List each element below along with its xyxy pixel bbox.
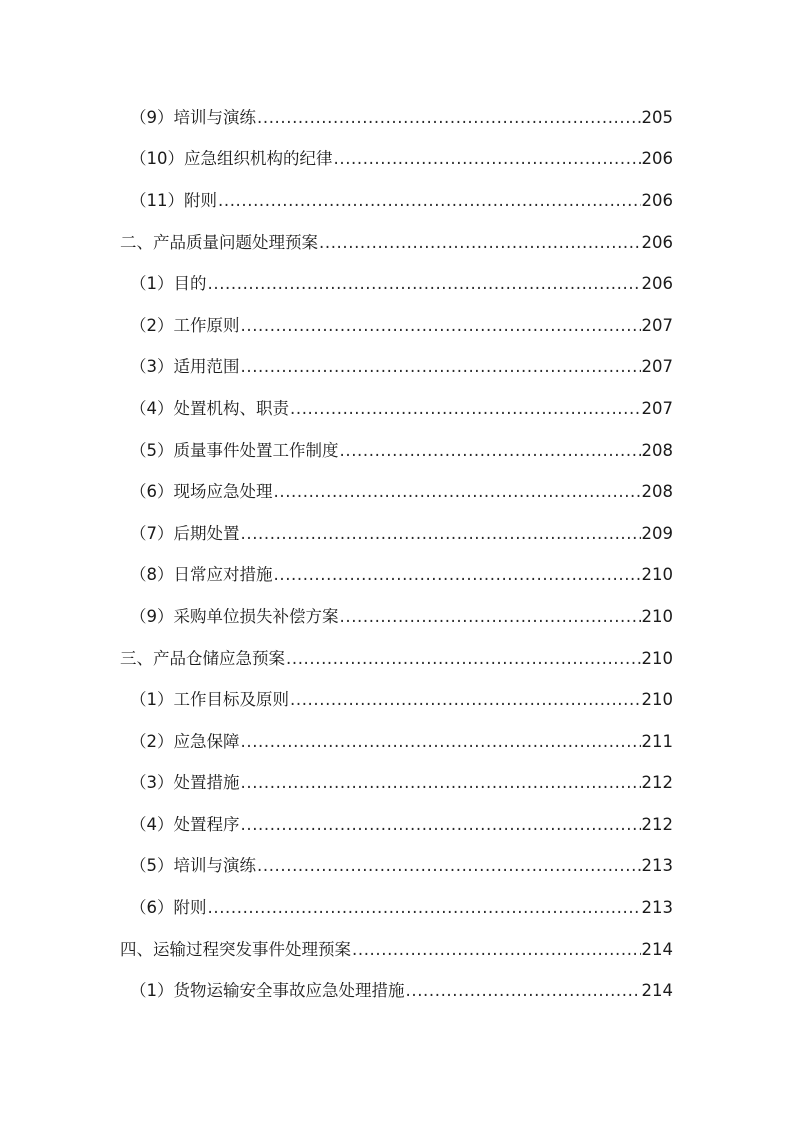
toc-entry-title: （1）货物运输安全事故应急处理措施 bbox=[130, 981, 405, 1001]
toc-entry[interactable] bbox=[0, 97, 793, 139]
dot-leader bbox=[319, 233, 641, 253]
toc-entry-page: 207 bbox=[641, 357, 673, 377]
dot-leader bbox=[340, 441, 641, 461]
dot-leader bbox=[290, 690, 641, 710]
table-of-contents bbox=[0, 97, 793, 1012]
toc-entry-page: 207 bbox=[641, 315, 673, 335]
toc-entry-page: 210 bbox=[641, 565, 673, 585]
toc-entry[interactable] bbox=[0, 721, 793, 763]
toc-entry-title: （1）目的 bbox=[130, 274, 207, 294]
toc-entry[interactable] bbox=[0, 139, 793, 181]
toc-entry-title: （3）适用范围 bbox=[130, 357, 240, 377]
toc-entry-page: 208 bbox=[641, 440, 673, 460]
dot-leader bbox=[274, 565, 641, 585]
toc-entry-page: 210 bbox=[641, 648, 673, 668]
dot-leader bbox=[290, 399, 641, 419]
toc-section-entry[interactable] bbox=[0, 638, 793, 680]
dot-leader bbox=[257, 856, 641, 876]
toc-entry-page: 209 bbox=[641, 523, 673, 543]
toc-entry-title: （8）日常应对措施 bbox=[130, 565, 273, 585]
toc-entry[interactable] bbox=[0, 763, 793, 805]
toc-section-entry[interactable] bbox=[0, 929, 793, 971]
toc-entry-page: 206 bbox=[641, 232, 673, 252]
dot-leader bbox=[241, 815, 641, 835]
toc-entry-title: （10）应急组织机构的纪律 bbox=[130, 149, 333, 169]
dot-leader bbox=[241, 524, 641, 544]
toc-entry[interactable] bbox=[0, 430, 793, 472]
toc-entry-page: 205 bbox=[641, 107, 673, 127]
toc-entry-title: （5）培训与演练 bbox=[130, 856, 256, 876]
dot-leader bbox=[406, 981, 641, 1001]
toc-entry[interactable] bbox=[0, 887, 793, 929]
toc-entry-title: （2）工作原则 bbox=[130, 315, 240, 335]
toc-entry-title: 四、运输过程突发事件处理预案 bbox=[120, 939, 351, 959]
dot-leader bbox=[241, 316, 641, 336]
toc-entry-page: 212 bbox=[641, 773, 673, 793]
toc-entry-title: （3）处置措施 bbox=[130, 773, 240, 793]
toc-entry-title: （4）处置机构、职责 bbox=[130, 398, 289, 418]
toc-entry-page: 206 bbox=[641, 274, 673, 294]
toc-entry-title: （1）工作目标及原则 bbox=[130, 690, 289, 710]
toc-entry-title: （2）应急保障 bbox=[130, 731, 240, 751]
toc-entry[interactable] bbox=[0, 388, 793, 430]
toc-entry-title: 三、产品仓储应急预案 bbox=[120, 648, 285, 668]
toc-entry-title: （6）附则 bbox=[130, 898, 207, 918]
toc-entry-page: 207 bbox=[641, 398, 673, 418]
toc-entry[interactable] bbox=[0, 180, 793, 222]
toc-entry-title: （11）附则 bbox=[130, 190, 217, 210]
toc-entry-title: （4）处置程序 bbox=[130, 814, 240, 834]
toc-entry-page: 213 bbox=[641, 898, 673, 918]
dot-leader bbox=[241, 773, 641, 793]
dot-leader bbox=[352, 940, 641, 960]
toc-entry-title: 二、产品质量问题处理预案 bbox=[120, 232, 318, 252]
dot-leader bbox=[257, 108, 641, 128]
toc-entry[interactable] bbox=[0, 513, 793, 555]
dot-leader bbox=[340, 607, 641, 627]
toc-entry-page: 214 bbox=[641, 939, 673, 959]
dot-leader bbox=[208, 274, 641, 294]
toc-entry[interactable] bbox=[0, 305, 793, 347]
toc-entry[interactable] bbox=[0, 970, 793, 1012]
toc-entry-title: （9）采购单位损失补偿方案 bbox=[130, 606, 339, 626]
toc-entry-page: 206 bbox=[641, 149, 673, 169]
dot-leader bbox=[334, 149, 641, 169]
toc-entry-page: 211 bbox=[641, 731, 673, 751]
toc-entry[interactable] bbox=[0, 347, 793, 389]
toc-entry-page: 210 bbox=[641, 606, 673, 626]
toc-section-entry[interactable] bbox=[0, 222, 793, 264]
dot-leader bbox=[241, 357, 641, 377]
toc-entry-title: （9）培训与演练 bbox=[130, 107, 256, 127]
toc-entry-page: 206 bbox=[641, 190, 673, 210]
dot-leader bbox=[274, 482, 641, 502]
toc-entry[interactable] bbox=[0, 679, 793, 721]
toc-entry-page: 208 bbox=[641, 482, 673, 502]
dot-leader bbox=[286, 649, 641, 669]
toc-entry-title: （6）现场应急处理 bbox=[130, 482, 273, 502]
dot-leader bbox=[241, 732, 641, 752]
toc-entry[interactable] bbox=[0, 471, 793, 513]
toc-entry-page: 213 bbox=[641, 856, 673, 876]
toc-entry-title: （5）质量事件处置工作制度 bbox=[130, 440, 339, 460]
dot-leader bbox=[208, 898, 641, 918]
toc-entry[interactable] bbox=[0, 263, 793, 305]
toc-entry-page: 212 bbox=[641, 814, 673, 834]
toc-entry[interactable] bbox=[0, 846, 793, 888]
toc-entry[interactable] bbox=[0, 555, 793, 597]
toc-entry-page: 210 bbox=[641, 690, 673, 710]
toc-entry-title: （7）后期处置 bbox=[130, 523, 240, 543]
toc-entry-page: 214 bbox=[641, 981, 673, 1001]
dot-leader bbox=[218, 191, 641, 211]
toc-entry[interactable] bbox=[0, 596, 793, 638]
toc-entry[interactable] bbox=[0, 804, 793, 846]
